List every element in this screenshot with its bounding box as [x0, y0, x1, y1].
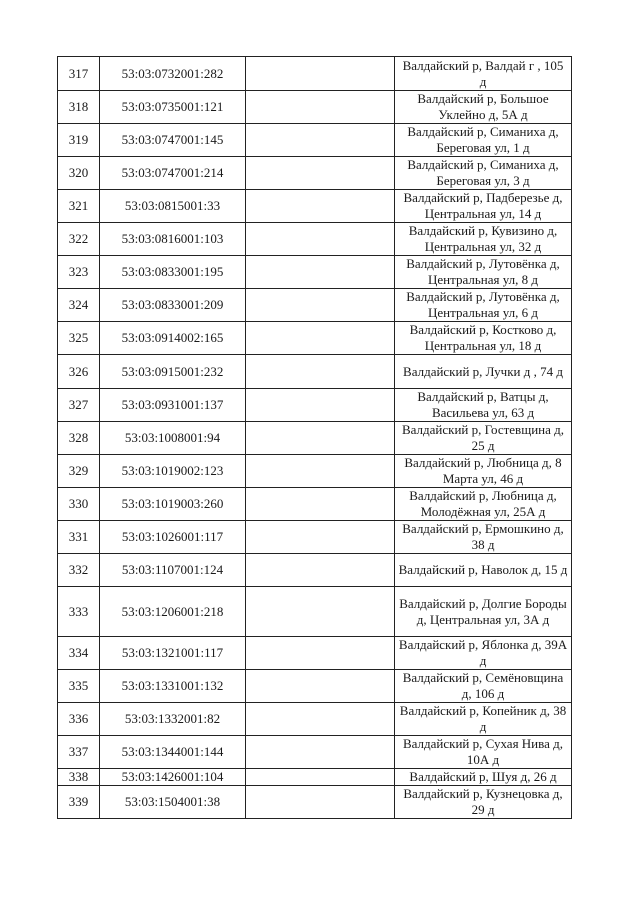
row-number: 339 [58, 786, 100, 819]
address: Валдайский р, Костково д, Центральная ул, 18 д [395, 322, 572, 355]
address: Валдайский р, Долгие Бороды д, Центральная ул, 3А д [395, 587, 572, 637]
table-row [58, 488, 572, 521]
row-number: 323 [58, 256, 100, 289]
row-number: 322 [58, 223, 100, 256]
row-number: 335 [58, 670, 100, 703]
address: Валдайский р, Симаниха д, Береговая ул, 3 д [395, 157, 572, 190]
address: Валдайский р, Наволок д, 15 д [395, 554, 572, 587]
cadastral-number: 53:03:0732001:282 [100, 57, 246, 91]
empty-cell [246, 124, 395, 157]
cadastral-number: 53:03:1504001:38 [100, 786, 246, 819]
table-row [58, 455, 572, 488]
empty-cell [246, 289, 395, 322]
cadastral-number: 53:03:1332001:82 [100, 703, 246, 736]
row-number: 337 [58, 736, 100, 769]
empty-cell [246, 587, 395, 637]
row-number: 327 [58, 389, 100, 422]
cadastral-number: 53:03:0914002:165 [100, 322, 246, 355]
cadastral-number: 53:03:1344001:144 [100, 736, 246, 769]
cadastral-number: 53:03:0747001:214 [100, 157, 246, 190]
cadastral-number: 53:03:1008001:94 [100, 422, 246, 455]
empty-cell [246, 389, 395, 422]
empty-cell [246, 355, 395, 389]
table-row [58, 91, 572, 124]
row-number: 331 [58, 521, 100, 554]
table-row [58, 786, 572, 819]
table-row [58, 57, 572, 91]
table-row [58, 157, 572, 190]
cadastral-number: 53:03:0833001:195 [100, 256, 246, 289]
address: Валдайский р, Лутовёнка д, Центральная ул, 8 д [395, 256, 572, 289]
address: Валдайский р, Яблонка д, 39А д [395, 637, 572, 670]
cadastral-number: 53:03:1426001:104 [100, 769, 246, 786]
row-number: 333 [58, 587, 100, 637]
empty-cell [246, 422, 395, 455]
row-number: 321 [58, 190, 100, 223]
address: Валдайский р, Лучки д , 74 д [395, 355, 572, 389]
empty-cell [246, 554, 395, 587]
table-row [58, 223, 572, 256]
table-row [58, 124, 572, 157]
cadastral-number: 53:03:1019003:260 [100, 488, 246, 521]
empty-cell [246, 223, 395, 256]
row-number: 330 [58, 488, 100, 521]
address: Валдайский р, Симаниха д, Береговая ул, 1 д [395, 124, 572, 157]
empty-cell [246, 637, 395, 670]
row-number: 318 [58, 91, 100, 124]
cadastral-number: 53:03:1026001:117 [100, 521, 246, 554]
empty-cell [246, 455, 395, 488]
table-row [58, 256, 572, 289]
empty-cell [246, 256, 395, 289]
cadastral-number: 53:03:1019002:123 [100, 455, 246, 488]
table-row [58, 389, 572, 422]
address: Валдайский р, Валдай г , 105 д [395, 57, 572, 91]
address: Валдайский р, Копейник д, 38 д [395, 703, 572, 736]
address: Валдайский р, Шуя д, 26 д [395, 769, 572, 786]
cadastral-number: 53:03:0816001:103 [100, 223, 246, 256]
address: Валдайский р, Падберезье д, Центральная ул, 14 д [395, 190, 572, 223]
table-row [58, 736, 572, 769]
empty-cell [246, 736, 395, 769]
address: Валдайский р, Сухая Нива д, 10А д [395, 736, 572, 769]
row-number: 325 [58, 322, 100, 355]
address: Валдайский р, Семёновщина д, 106 д [395, 670, 572, 703]
cadastral-number: 53:03:1206001:218 [100, 587, 246, 637]
cadastral-number: 53:03:0747001:145 [100, 124, 246, 157]
row-number: 338 [58, 769, 100, 786]
table-row [58, 670, 572, 703]
address: Валдайский р, Гостевщина д, 25 д [395, 422, 572, 455]
cadastral-number: 53:03:1331001:132 [100, 670, 246, 703]
registry-table [57, 56, 572, 819]
empty-cell [246, 157, 395, 190]
empty-cell [246, 91, 395, 124]
row-number: 324 [58, 289, 100, 322]
row-number: 328 [58, 422, 100, 455]
empty-cell [246, 190, 395, 223]
cadastral-number: 53:03:0931001:137 [100, 389, 246, 422]
cadastral-number: 53:03:1321001:117 [100, 637, 246, 670]
address: Валдайский р, Любница д, 8 Марта ул, 46 д [395, 455, 572, 488]
row-number: 326 [58, 355, 100, 389]
empty-cell [246, 769, 395, 786]
row-number: 317 [58, 57, 100, 91]
address: Валдайский р, Ермошкино д, 38 д [395, 521, 572, 554]
cadastral-number: 53:03:1107001:124 [100, 554, 246, 587]
row-number: 334 [58, 637, 100, 670]
cadastral-number: 53:03:0833001:209 [100, 289, 246, 322]
address: Валдайский р, Ватцы д, Васильева ул, 63 д [395, 389, 572, 422]
row-number: 332 [58, 554, 100, 587]
empty-cell [246, 670, 395, 703]
cadastral-number: 53:03:0915001:232 [100, 355, 246, 389]
registry-body [58, 57, 572, 819]
table-row [58, 637, 572, 670]
table-row [58, 422, 572, 455]
table-row [58, 554, 572, 587]
empty-cell [246, 488, 395, 521]
row-number: 320 [58, 157, 100, 190]
table-row [58, 190, 572, 223]
cadastral-number: 53:03:0735001:121 [100, 91, 246, 124]
table-row [58, 289, 572, 322]
table-row [58, 355, 572, 389]
table-row [58, 769, 572, 786]
table-row [58, 703, 572, 736]
address: Валдайский р, Любница д, Молодёжная ул, 25А д [395, 488, 572, 521]
empty-cell [246, 521, 395, 554]
empty-cell [246, 322, 395, 355]
cadastral-number: 53:03:0815001:33 [100, 190, 246, 223]
empty-cell [246, 786, 395, 819]
address: Валдайский р, Лутовёнка д, Центральная ул, 6 д [395, 289, 572, 322]
table-row [58, 587, 572, 637]
empty-cell [246, 703, 395, 736]
table-row [58, 521, 572, 554]
address: Валдайский р, Большое Уклейно д, 5А д [395, 91, 572, 124]
row-number: 336 [58, 703, 100, 736]
empty-cell [246, 57, 395, 91]
address: Валдайский р, Кувизино д, Центральная ул, 32 д [395, 223, 572, 256]
row-number: 319 [58, 124, 100, 157]
address: Валдайский р, Кузнецовка д, 29 д [395, 786, 572, 819]
table-row [58, 322, 572, 355]
row-number: 329 [58, 455, 100, 488]
